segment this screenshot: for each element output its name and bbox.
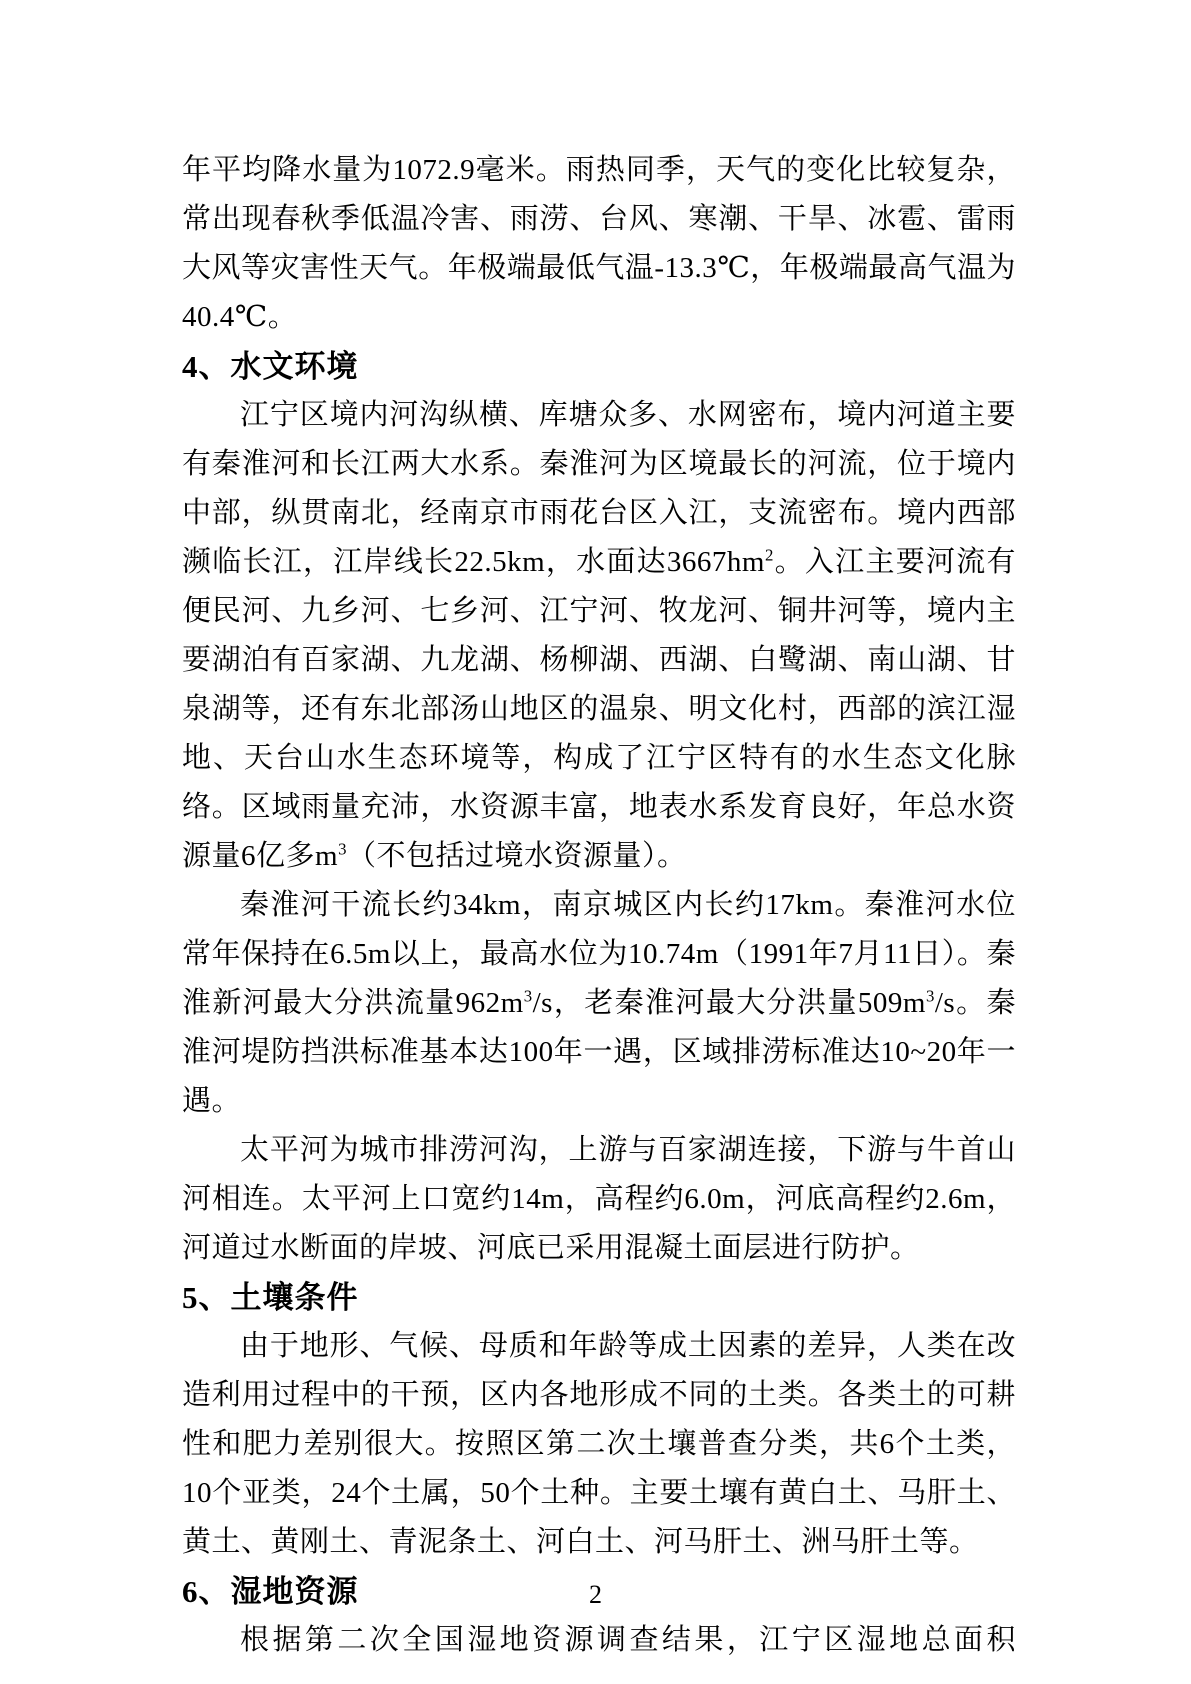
text-run: /s。秦淮河堤防挡洪标准基本达100年一遇，区域排涝标准达10~20年一遇。 [182, 987, 1017, 1117]
paragraph [182, 391, 1016, 881]
document-body [182, 146, 1016, 1665]
text-run: 秦淮河干流长约34km，南京城区内长约17km。秦淮河水位常年保持在6.5m以上，最高水位为10.74m（1991年7月11日）。秦淮新河最大分洪流量962m [182, 889, 1016, 1019]
text-run: 年平均降水量为1072.9毫米。雨热同季，天气的变化比较复杂，常出现春秋季低温冷害、雨涝、台风、寒潮、干旱、冰雹、雷雨大风等灾害性天气。年极端最低气温-13.3℃，年极端最高气温为40.4℃。 [182, 154, 1016, 333]
text-run: 。入江主要河流有便民河、九乡河、七乡河、江宁河、牧龙河、铜井河等，境内主要湖泊有百家湖、九龙湖、杨柳湖、西湖、白鹭湖、南山湖、甘泉湖等，还有东北部汤山地区的温泉、明文化村，西部的滨江湿地、天台山水生态环境等，构成了江宁区特有的水生态文化脉络。区域雨量充沛，水资源丰富，地表水系发育良好，年总水资源量6亿多m [182, 546, 1016, 872]
text-run: 由于地形、气候、母质和年龄等成土因素的差异，人类在改造利用过程中的干预，区内各地形成不同的土类。各类土的可耕性和肥力差别很大。按照区第二次土壤普查分类，共6个土类，10个亚类，24个土属，50个土种。主要土壤有黄白土、马肝土、黄土、黄刚土、青泥条土、河白土、河马肝土、洲马肝土等。 [182, 1330, 1016, 1558]
text-run: （不包括过境水资源量）。 [346, 840, 687, 872]
page-number: 2 [589, 1580, 602, 1609]
paragraph [182, 146, 1016, 342]
section-heading: 4、水文环境 [182, 349, 359, 384]
paragraph [182, 881, 1016, 1126]
paragraph [182, 1616, 1016, 1665]
paragraph [182, 1322, 1016, 1567]
section-heading: 5、土壤条件 [182, 1280, 359, 1315]
section-heading: 6、湿地资源 [182, 1574, 359, 1609]
text-run: 根据第二次全国湿地资源调查结果，江宁区湿地总面积 [240, 1624, 1016, 1656]
superscript: 3 [523, 986, 533, 1006]
superscript: 2 [765, 545, 774, 565]
paragraph [182, 1126, 1016, 1273]
text-run: /s，老秦淮河最大分洪量509m [532, 987, 926, 1019]
text-run: 江宁区境内河沟纵横、库塘众多、水网密布，境内河道主要有秦淮河和长江两大水系。秦淮河为区境最长的河流，位于境内中部，纵贯南北，经南京市雨花台区入江，支流密布。境内西部濒临长江，江岸线长22.5km，水面达3667hm [182, 399, 1016, 578]
text-run: 太平河为城市排涝河沟，上游与百家湖连接，下游与牛首山河相连。太平河上口宽约14m，高程约6.0m，河底高程约2.6m，河道过水断面的岸坡、河底已采用混凝土面层进行防护。 [182, 1134, 1016, 1264]
superscript: 3 [925, 986, 935, 1006]
superscript: 3 [338, 839, 347, 859]
